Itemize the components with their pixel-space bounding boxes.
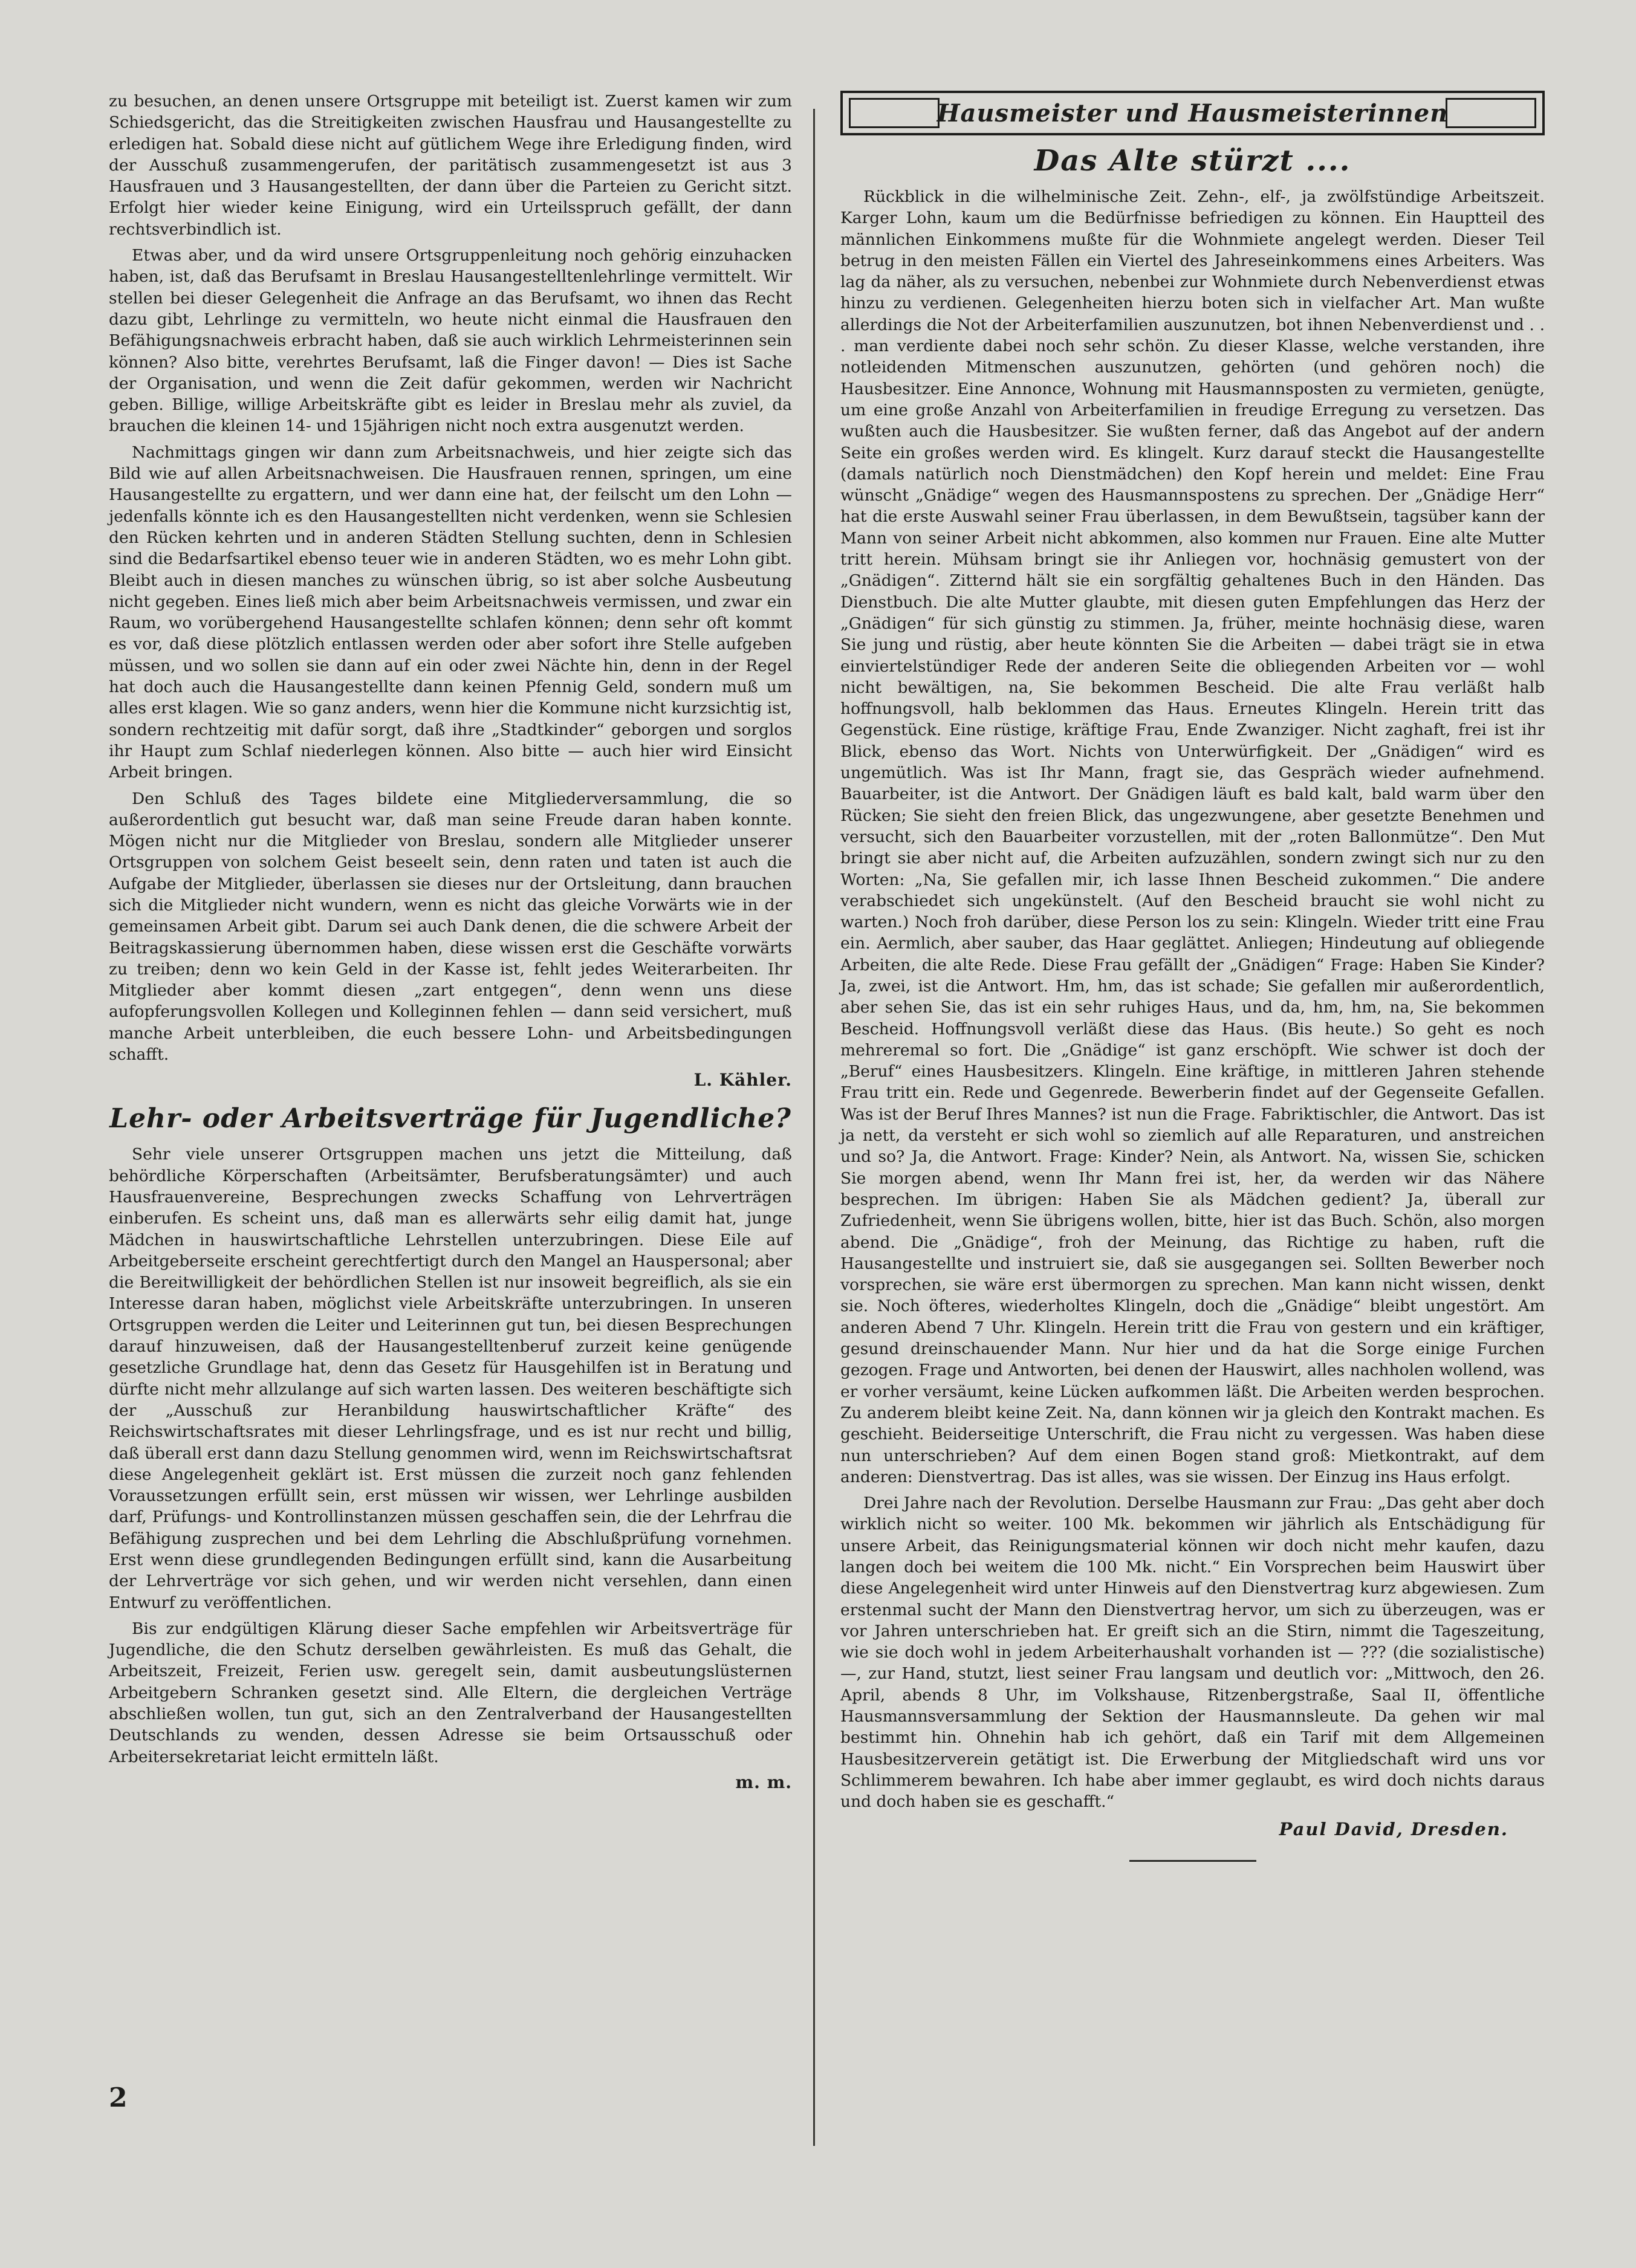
page-number: 2 — [109, 2082, 128, 2113]
left-paragraph-1: zu besuchen, an denen unsere Ortsgruppe mit beteiligt ist. Zuerst kamen wir zum Schiedsgericht, das die Streitigkeiten zwischen Hausfrau und Hausangestellte zu erledigen hat. Sobald diese nicht auf gütlichem Wege ihre Erledigung finden, wird der Ausschuß zusammengerufen, der paritätisch zusammengesetzt ist aus 3 Hausfrauen und 3 Hausangestellten, der dann über die Parteien zu Gericht sitzt. Erfolgt hier wieder keine Einigung, wird ein Urteilsspruch gefällt, der dann rechtsverbindlich ist. — [109, 92, 792, 239]
banner-ornament-right — [1446, 98, 1536, 128]
article-signature-paul-david: Paul David, Dresden. — [1279, 1818, 1508, 1839]
article-headline-das-alte-stuerzt: Das Alte stürzt .... — [1034, 144, 1351, 178]
section-banner — [840, 91, 1545, 135]
right-column — [840, 91, 1545, 1862]
section-title: Hausmeister und Hausmeisterinnen — [936, 99, 1449, 128]
banner-ornament-left — [849, 98, 940, 128]
left-paragraph-3: Nachmittags gingen wir dann zum Arbeitsnachweis, und hier zeigte sich das Bild wie auf allen Arbeitsnachweisen. Die Hausfrauen rennen, springen, um eine Hausangestellte zu ergattern, und wer dann eine hat, der feilscht um den Lohn — jedenfalls könnte ich es den Hausangestellten nicht verdenken, wenn sie Schlesien den Rücken kehrten und in anderen Städten Stellung suchten, denn in Schlesien sind die Bedarfsartikel ebenso teuer wie in anderen Städten, wo es mehr Lohn gibt. Bleibt auch in diesen manches zu wünschen übrig, so ist aber solche Ausbeutung nicht gegeben. Eines ließ mich aber beim Arbeitsnachweis vermissen, und zwar ein Raum, wo vorübergehend Hausangestellte schlafen können; denn sehr oft kommt es vor, daß diese plötzlich entlassen werden oder aber sofort ihre Stelle aufgeben müssen, und wo sollen sie dann auf ein oder zwei Nächte hin, denn in der Regel hat doch auch die Hausangestellte dann keinen Pfennig Geld, sondern muß um alles erst klagen. Wie so ganz anders, wenn hier die Kommune nicht kurzsichtig ist, sondern rechtzeitig mit dafür sorgt, daß ihre „Stadtkinder“ geborgen und sorglos ihr Haupt zum Schlaf niederlegen können. Also bitte — auch hier wird Einsicht Arbeit bringen. — [109, 442, 792, 782]
left-paragraph-2: Etwas aber, und da wird unsere Ortsgruppenleitung noch gehörig einzuhacken haben, ist, daß das Berufsamt in Breslau Hausangestelltenlehrlinge vermittelt. Wir stellen bei dieser Gelegenheit die Anfrage an das Berufsamt, wo ihnen das Recht dazu gibt, Lehrlinge zu vermitteln, wo heute nicht einmal die Hausfrauen den Befähigungsnachweis erbracht haben, daß sie auch wirklich Lehrmeisterinnen sein können? Also bitte, verehrtes Berufsamt, laß die Finger davon! — Dies ist Sache der Organisation, und wenn die Zeit dafür gekommen, werden wir Nachricht geben. Billige, willige Arbeitskräfte gibt es leider in Breslau mehr als zuviel, da brauchen die kleinen 14- und 15jährigen nicht noch extra ausgenutzt werden. — [109, 246, 792, 436]
article-signature-mm: m. m. — [735, 1772, 792, 1792]
right-paragraph-1: Rückblick in die wilhelminische Zeit. Zehn-, elf-, ja zwölfstündige Arbeitszeit. Karger Lohn, kaum um die Bedürfnisse befriedigen zu können. Ein Hauptteil des männlichen Einkommens mußte für die Wohnmiete angelegt werden. Dieser Teil betrug in den meisten Fällen ein Viertel des Jahreseinkommens eines Arbeiters. Was lag da näher, als zu versuchen, nebenbei zur Wohnmiete durch Nebenverdienst etwas hinzu zu verdienen. Gelegenheiten hierzu boten sich in vielfacher Art. Man wußte allerdings die Not der Arbeiterfamilien auszunutzen, bot ihnen Nebenverdienst und . . . man verdiente dabei noch sehr schön. Zu dieser Klasse, welche verstanden, ihre notleidenden Mitmenschen auszunutzen, gehörten (und gehören noch) die Hausbesitzer. Eine Annonce, Wohnung mit Hausmannsposten zu vermieten, genügte, um eine große Anzahl von Arbeiterfamilien in freudige Erregung zu versetzen. Das wußten auch die Hausbesitzer. Sie wußten ferner, daß das Angebot auf der andern Seite ein großes werden wird. Es klingelt. Kurz darauf steckt die Hausangestellte (damals natürlich noch Dienstmädchen) den Kopf herein und meldet: Eine Frau wünscht „Gnädige“ wegen des Hausmannspostens zu sprechen. Der „Gnädige Herr“ hat die erste Auswahl seiner Frau überlassen, in dem Bewußtsein, tagsüber kann der Mann von seiner Arbeit nicht abkommen, also kommen nur Frauen. Eine alte Mutter tritt herein. Mühsam bringt sie ihr Anliegen vor, hochnäsig gemustert von der „Gnädigen“. Zitternd hält sie ein sorgfältig gehaltenes Buch in den Händen. Das Dienstbuch. Die alte Mutter glaubte, mit diesen guten Empfehlungen das Herz der „Gnädigen“ für sich günstig zu stimmen. Ja, früher, meinte hochnäsig diese, waren Sie jung und rüstig, aber heute könnten Sie die Arbeiten — dabei trägt sie in etwa einviertelstündiger Rede der anderen Seite die obliegenden Arbeiten vor — wohl nicht bewältigen, na, Sie bekommen Bescheid. Die alte Frau verläßt halb hoffnungsvoll, halb beklommen das Haus. Erneutes Klingeln. Herein tritt das Gegenstück. Eine rüstige, kräftige Frau, Ende Zwanziger. Nicht zaghaft, frei ist ihr Blick, ebenso das Wort. Nichts von Unterwürfigkeit. Der „Gnädigen“ wird es ungemütlich. Was ist Ihr Mann, fragt sie, das Gespräch wieder aufnehmend. Bauarbeiter, ist die Antwort. Der Gnädigen läuft es bald kalt, bald warm über den Rücken; Sie sieht den freien Blick, das ungezwungene, aber gesetzte Benehmen und versucht, sich den Bauarbeiter vorzustellen, mit der „roten Ballonmütze“. Den Mut bringt sie aber nicht auf, die Arbeiten aufzuzählen, sondern zwingt sich nur zu den Worten: „Na, Sie gefallen mir, ich lasse Ihnen Bescheid zukommen.“ Die andere verabschiedet sich ungekünstelt. (Auf den Bescheid braucht sie wohl nicht zu warten.) Noch froh darüber, diese Person los zu sein: Klingeln. Wieder tritt eine Frau ein. Aermlich, aber sauber, das Haar geglättet. Anliegen; Hindeutung auf obliegende Arbeiten, die alte Rede. Diese Frau gefällt der „Gnädigen“ Frage: Haben Sie Kinder? Ja, zwei, ist die Antwort. Hm, hm, das ist schade; Sie gefallen mir außerordentlich, aber sehen Sie, das ist ein sehr ruhiges Haus, und da, hm, hm, na, Sie bekommen Bescheid. Hoffnungsvoll verläßt diese das Haus. (Bis heute.) So geht es noch mehreremal so fort. Die „Gnädige“ ist ganz erschöpft. Wie schwer ist doch der „Beruf“ eines Hausbesitzers. Klingeln. Eine kräftige, in mittleren Jahren stehende Frau tritt ein. Rede und Gegenrede. Bewerberin findet auf der Gegenseite Gefallen. Was ist der Beruf Ihres Mannes? ist nun die Frage. Fabriktischler, die Antwort. Das ist ja nett, da versteht er sich wohl so ziemlich auf alle Reparaturen, und anstreichen und so? Ja, die Antwort. Frage: Kinder? Nein, als Antwort. Na, wissen Sie, schicken Sie morgen abend, wenn Ihr Mann frei ist, her, da werden wir das Nähere besprechen. Im übrigen: Haben Sie als Mädchen gedient? Ja, überall zur Zufriedenheit, wenn Sie übrigens wollen, bitte, hier ist das Buch. Schön, also morgen abend. Die „Gnädige“, froh der Meinung, das Richtige zu haben, ruft die Hausangestellte und instruiert sie, daß sie ausgegangen sei. Sollten Bewerber noch vorsprechen, sie wäre erst übermorgen zu sprechen. Man kann nicht wissen, denkt sie. Noch öfteres, wiederholtes Klingeln, doch die „Gnädige“ bleibt ungestört. Am anderen Abend 7 Uhr. Klingeln. Herein tritt die Frau von gestern und ein kräftiger, gesund dreinschauender Mann. Nur hier und da hat die Sorge einige Furchen gezogen. Frage und Antworten, bei denen der Hauswirt, alles nachholen wollend, was er vorher versäumt, keine Lücken aufkommen läßt. Die Arbeiten werden besprochen. Zu anderem bleibt keine Zeit. Na, dann können wir ja gleich den Kontrakt machen. Es geschieht. Beiderseitige Unterschrift, die Frau nicht zu vergessen. Was haben diese nun unterschrieben? Auf dem einen Bogen stand groß: Mietkontrakt, auf dem anderen: Dienstvertrag. Das ist alles, was sie wissen. Der Einzug ins Haus erfolgt. — [840, 187, 1545, 1486]
left-column — [109, 91, 792, 1792]
left-paragraph-4: Den Schluß des Tages bildete eine Mitgliederversammlung, die so außerordentlich gut besucht war, daß man seine Freude daran haben konnte. Mögen nicht nur die Mitglieder von Breslau, sondern alle Mitglieder unserer Ortsgruppen von solchem Geist beseelt sein, denn raten und taten ist auch die Aufgabe der Mitglieder, überlassen sie dieses nur der Ortsleitung, dann brauchen sich die Mitglieder nicht wundern, wenn es nicht das gleiche Vorwärts wie in der gemeinsamen Arbeit gibt. Darum sei auch Dank denen, die die schwere Arbeit der Beitragskassierung übernommen haben, diese wissen erst die Geschäfte vorwärts zu treiben; denn wo kein Geld in der Kasse ist, fehlt jedes Weiterarbeiten. Ihr Mitglieder aber kommt diesen „zart entgegen“, denn wenn uns diese aufopferungsvollen Kollegen und Kolleginnen fehlen — dann seid versichert, muß manche Arbeit unterbleiben, die euch bessere Lohn- und Arbeitsbedingungen schafft. — [109, 789, 792, 1064]
column-divider — [813, 109, 815, 2146]
left-paragraph-5: Sehr viele unserer Ortsgruppen machen uns jetzt die Mitteilung, daß behördliche Körperschaften (Arbeitsämter, Berufsberatungsämter) und auch Hausfrauenvereine, Besprechungen zwecks Schaffung von Lehrverträgen einberufen. Es scheint uns, daß man es allerwärts sehr eilig damit hat, junge Mädchen in hauswirtschaftliche Lehrstellen unterzubringen. Diese Eile auf Arbeitgeberseite erscheint gerechtfertigt durch den Mangel an Hauspersonal; aber die Bereitwilligkeit der behördlichen Stellen ist nur insoweit begreiflich, als sie ein Interesse daran haben, möglichst viele Arbeitskräfte unterzubringen. In unseren Ortsgruppen werden die Leiter und Leiterinnen gut tun, bei diesen Besprechungen darauf hinzuweisen, daß der Hausangestelltenberuf zurzeit keine genügende gesetzliche Grundlage hat, denn das Gesetz für Hausgehilfen ist in Beratung und dürfte nicht mehr allzulange auf sich warten lassen. Des weiteren beschäftigte sich der „Ausschuß zur Heranbildung hauswirtschaftlicher Kräfte“ des Reichswirtschaftsrates mit dieser Lehrlingsfrage, und es ist nur recht und billig, daß überall erst dann dazu Stellung genommen wird, wenn im Reichswirtschaftsrat diese Angelegenheit geklärt ist. Erst müssen die zurzeit noch ganz fehlenden Voraussetzungen erfüllt sein, erst müssen wir wissen, wer Lehrlinge ausbilden darf, Prüfungs- und Kontrollinstanzen müssen geschaffen sein, die der Lehrfrau die Befähigung zusprechen und bei dem Lehrling die Abschlußprüfung vornehmen. Erst wenn diese grundlegenden Bedingungen erfüllt sind, kann die Ausarbeitung der Lehrverträge vor sich gehen, und wir werden nicht versehlen, dann einen Entwurf zu veröffentlichen. — [109, 1145, 792, 1612]
article-headline-lehrvertraege: Lehr- oder Arbeitsverträge für Jugendliche? — [109, 1103, 791, 1135]
right-paragraph-2: Drei Jahre nach der Revolution. Derselbe Hausmann zur Frau: „Das geht aber doch wirklich nicht so weiter. 100 Mk. bekommen wir jährlich als Entschädigung für unsere Arbeit, das Reinigungsmaterial können wir doch nicht mehr kaufen, dazu langen doch bei weitem die 100 Mk. nicht.“ Ein Vorsprechen beim Hauswirt über diese Angelegenheit wird unter Hinweis auf den Dienstvertrag kurz abgewiesen. Zum erstenmal sucht der Mann den Dienstvertrag hervor, um sich zu überzeugen, was er vor Jahren unterschrieben hat. Er greift sich an die Stirn, nimmt die Tageszeitung, wie sie doch wohl in jedem Arbeiterhaushalt vorhanden ist — ??? (die sozialistische) —, zur Hand, stutzt, liest seiner Frau langsam und deutlich vor: „Mittwoch, den 26. April, abends 8 Uhr, im Volkshause, Ritzenbergstraße, Saal II, öffentliche Hausmannsversammlung der Sektion der Hausmannsleute. Da gehen wir mal bestimmt hin. Ohnehin hab ich gehört, daß ein Tarif mit dem Allgemeinen Hausbesitzerverein getätigt ist. Die Erwerbung der Mitgliedschaft wird uns vor Schlimmerem bewahren. Ich habe aber immer geglaubt, es wird doch nichts daraus und doch haben sie es geschafft.“ — [840, 1494, 1545, 1812]
left-paragraph-6: Bis zur endgültigen Klärung dieser Sache empfehlen wir Arbeitsverträge für Jugendliche, die den Schutz derselben gewährleisten. Es muß das Gehalt, die Arbeitszeit, Freizeit, Ferien usw. geregelt sein, damit ausbeutungslüsternen Arbeitgebern Schranken gesetzt sind. Alle Eltern, die dergleichen Verträge abschließen wollen, tun gut, sich an den Zentralverband der Hausangestellten Deutschlands zu wenden, dessen Adresse sie beim Ortsausschuß oder Arbeitersekretariat leicht ermitteln läßt. — [109, 1619, 792, 1766]
closing-rule — [1129, 1860, 1256, 1862]
article-signature-kaehler: L. Kähler. — [693, 1070, 792, 1090]
